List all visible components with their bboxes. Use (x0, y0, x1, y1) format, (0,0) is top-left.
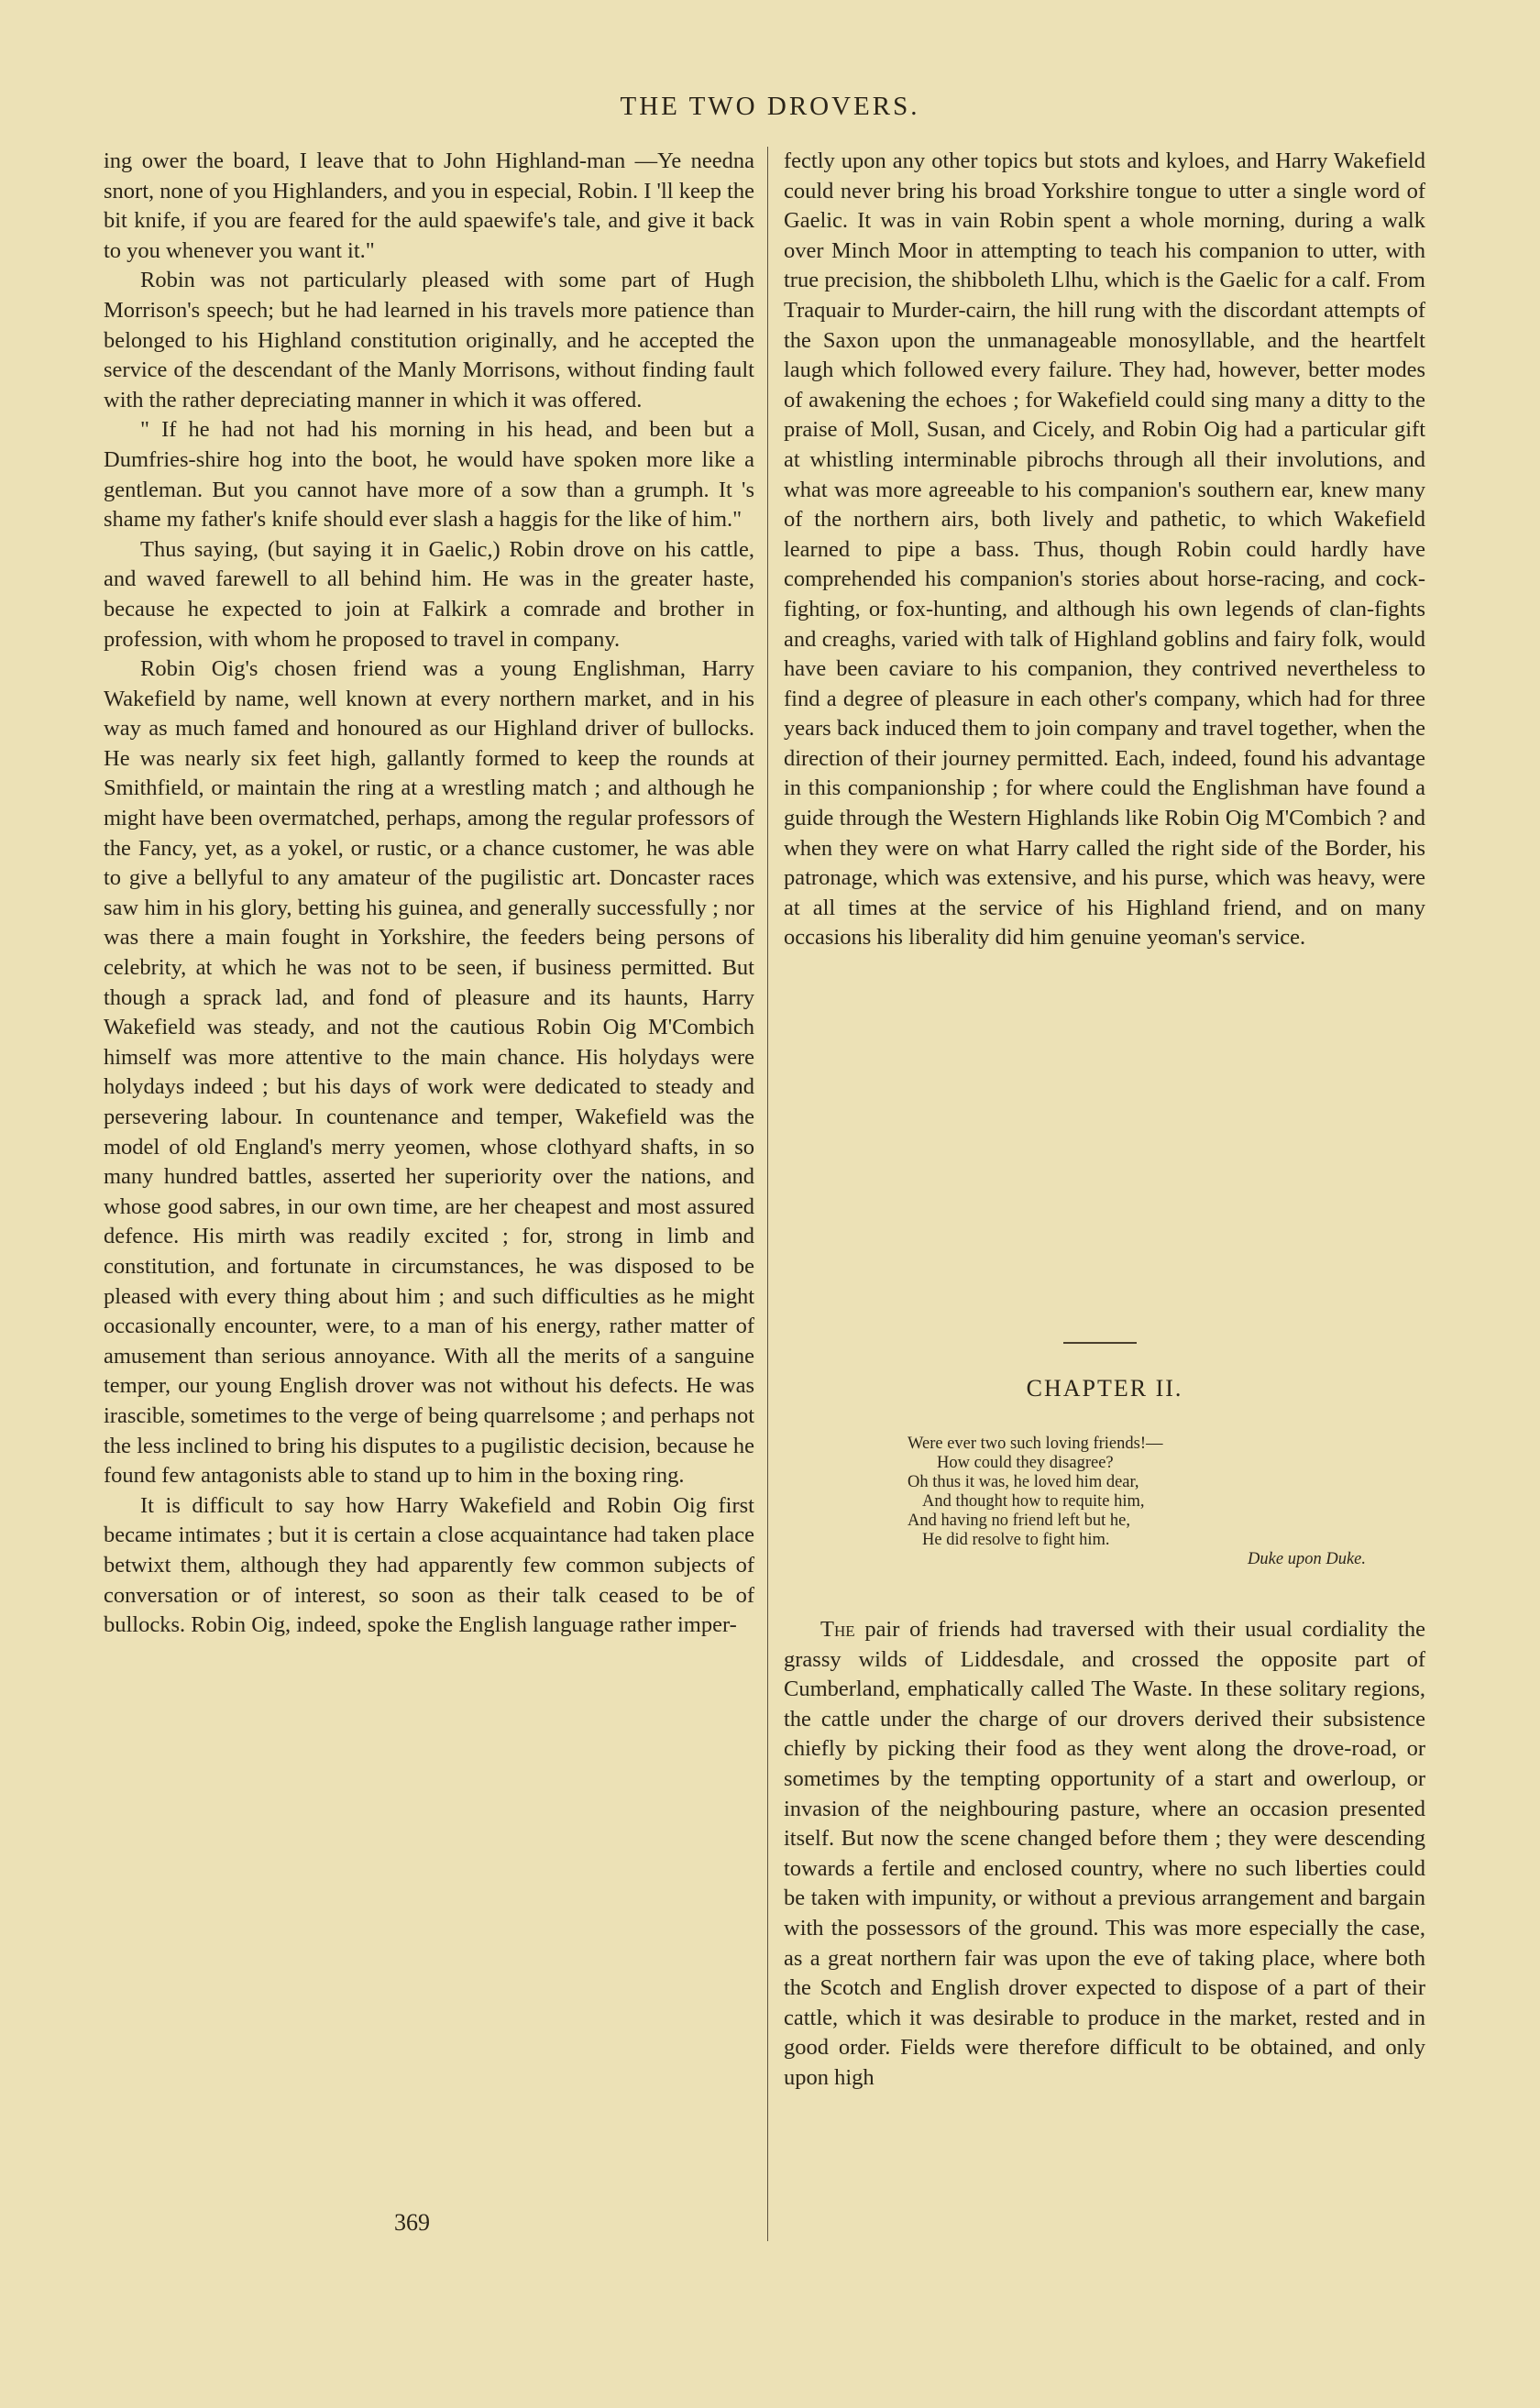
paragraph: Thus saying, (but saying it in Gaelic,) Robin drove on his cattle, and waved farewell to all behind him. He was in the greater haste, because he expected to join at Falkirk a comrade and brother in profession, with whom he proposed to travel in company. (104, 536, 754, 652)
epigraph-attribution: Duke upon Duke. (1248, 1550, 1366, 1568)
paragraph: Robin Oig's chosen friend was a young Englishman, Harry Wakefield by name, well known at every northern market, and in his way as much famed and honoured as our Highland driver of bullocks. He was nearly six feet high, gallantly formed to keep the rounds at Smithfield, or maintain the ring at a wrestling match ; and although he might have been overmatched, perhaps, among the regular professors of the Fancy, yet, as a yokel, or rustic, or a chance customer, he was able to give a bellyful to any amateur of the pugilistic art. Doncaster races saw him in his glory, betting his guinea, and generally successfully ; nor was there a main fought in Yorkshire, the feeders being persons of celebrity, at which he was not to be seen, if business permitted. But though a sprack lad, and fond of pleasure and its haunts, Harry Wakefield was steady, and not the cautious Robin Oig M'Combich himself was more attentive to the main chance. His holydays were holydays indeed ; but his days of work were dedicated to steady and persevering labour. In countenance and temper, Wakefield was the model of old England's merry yeomen, whose clothyard shafts, in so many hundred battles, asserted her superiority over the nations, and whose good sabres, in our own time, are her cheapest and most assured defence. His mirth was readily excited ; for, strong in limb and constitution, and fortunate in circumstances, he was disposed to be pleased with every thing about him ; and such difficulties as he might occasionally encounter, were, to a man of his energy, rather matter of amusement than serious annoyance. With all the merits of a sanguine temper, our young English drover was not without his defects. He was irascible, sometimes to the verge of being quarrelsome ; and perhaps not the less inclined to bring his disputes to a pugilistic decision, because he found few antagonists able to stand up to him in the boxing ring. (104, 656, 754, 1489)
column-divider (767, 147, 768, 2241)
chapter-rule (1063, 1342, 1137, 1344)
epigraph-line: Oh thus it was, he loved him dear, (908, 1473, 1139, 1491)
paragraph-text: pair of friends had traversed with their usual cordiality the grassy wilds of Liddesdale, and crossed the opposite part of Cumberland, emphatically called The Waste. In these solitary regions, the cattle under the charge of our drovers derived their subsistence chiefly by picking their food as they went along the drove-road, or sometimes by the tempting opportunity of a start and owerloup, or invasion of the neighbouring pasture, where an occasion presented itself. But now the scene changed before them ; they were descending towards a fertile and enclosed country, where no such liberties could be taken with impunity, or without a previous arrangement and bargain with the possessors of the ground. This was more especially the case, as a great northern fair was upon the eve of taking place, where both the Scotch and English drover expected to dispose of a part of their cattle, which it was desirable to produce in the market, rested and in good order. Fields were therefore difficult to be obtained, and only upon high (784, 1617, 1425, 2090)
page-number: 369 (394, 2209, 430, 2236)
epigraph-line: Were ever two such loving friends!— (908, 1435, 1163, 1453)
left-column (104, 147, 754, 1641)
epigraph-line: He did resolve to fight him. (922, 1531, 1110, 1549)
epigraph (908, 1435, 1384, 1569)
paragraph: fectly upon any other topics but stots and kyloes, and Harry Wakefield could never bring his broad Yorkshire tongue to utter a single word of Gaelic. It was in vain Robin spent a whole morning, during a walk over Minch Moor in attempting to teach his companion to utter, with true precision, the shibboleth Llhu, which is the Gaelic for a calf. From Traquair to Murder-cairn, the hill rung with the discordant attempts of the Saxon upon the unmanageable monosyllable, and the heartfelt laugh which followed every failure. They had, however, better modes of awakening the echoes ; for Wakefield could sing many a ditty to the praise of Moll, Susan, and Cicely, and Robin Oig had a particular gift at whistling interminable pibrochs through all their involutions, and what was more agreeable to his companion's southern ear, knew many of the northern airs, both lively and pathetic, to which Wakefield learned to pipe a bass. Thus, though Robin could hardly have comprehended his companion's stories about horse-racing, and cock-fighting, or fox-hunting, and although his own legends of clan-fights and creaghs, varied with talk of Highland goblins and fairy folk, would have been caviare to his companion, they contrived nevertheless to find a degree of pleasure in each other's company, which had for three years back induced them to join company and travel together, when the direction of their journey permitted. Each, indeed, found his advantage in this companionship ; for where could the Englishman have found a guide through the Western Highlands like Robin Oig M'Combich ? and when they were on what Harry called the right side of the Border, his patronage, which was extensive, and his purse, which was heavy, were at all times at the service of his Highland friend, and on many occasions his liberality did him genuine yeoman's service. (784, 148, 1425, 951)
paragraph (784, 1615, 1425, 2094)
right-column (784, 147, 1425, 953)
paragraph: " If he had not had his morning in his head, and been but a Dumfries-shire hog into the boot, he would have spoken more like a gentleman. But you cannot have more of a sow than a grumph. It 's shame my father's knife should ever slash a haggis for the like of him." (104, 417, 754, 533)
chapter-body (784, 1615, 1425, 2094)
opening-word: The (820, 1617, 855, 1642)
running-title: THE TWO DROVERS. (620, 92, 920, 121)
chapter-heading: CHAPTER II. (1026, 1375, 1183, 1402)
epigraph-line: And having no friend left but he, (908, 1512, 1131, 1530)
epigraph-line: And thought how to requite him, (922, 1492, 1145, 1511)
paragraph: Robin was not particularly pleased with some part of Hugh Morrison's speech; but he had learned in his travels more patience than belonged to his Highland constitution originally, and he accepted the service of the descendant of the Manly Morrisons, without finding fault with the rather depreciating manner in which it was offered. (104, 268, 754, 412)
paragraph: It is difficult to say how Harry Wakefield and Robin Oig first became intimates ; but it is certain a close acquaintance had taken place betwixt them, although they had apparently few common subjects of conversation or of interest, so soon as their talk ceased to be of bullocks. Robin Oig, indeed, spoke the English language rather imper- (104, 1492, 754, 1638)
paragraph: ing ower the board, I leave that to John Highland-man —Ye needna snort, none of you Highlanders, and you in especial, Robin. I 'll keep the bit knife, if you are feared for the auld spaewife's tale, and give it back to you whenever you want it." (104, 148, 754, 263)
epigraph-line: How could they disagree? (937, 1454, 1114, 1472)
